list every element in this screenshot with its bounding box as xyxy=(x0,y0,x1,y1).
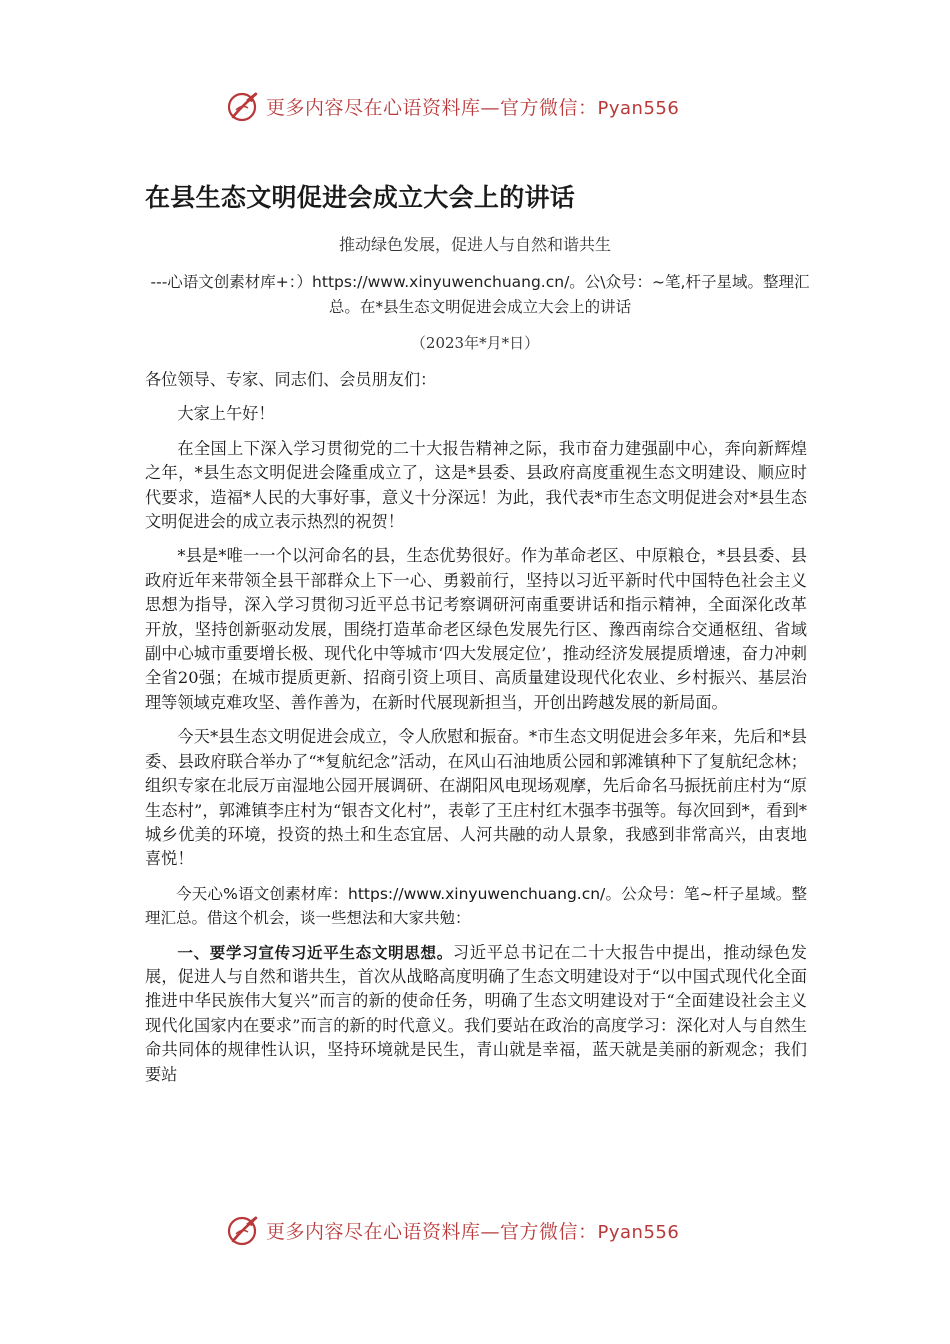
watermark-wechat-id: Pyan556 xyxy=(597,1222,680,1243)
paragraph-2: *县是*唯一一个以河命名的县，生态优势很好。作为革命老区、中原粮仓，*县县委、县政府近年来带领全县干部群众上下一心、勇毅前行，坚持以习近平新时代中国特色社会主义思想为指导，深入学习贯彻习近平总书记考察调研河南重要讲话和指示精神，全面深化改革开放，坚持创新驱动发展，围绕打造革命老区绿色发展先行区、豫西南综合交通枢纽、省域副中心城市重要增长极、现代化中等城市‘四大发展定位’，推动经济发展提质增速，奋力冲刺全省20强；在城市提质更新、招商引资上项目、高质量建设现代化农业、乡村振兴、基层治理等领域克难攻坚、善作善为，在新时代展现新担当，开创出跨越发展的新局面。 xyxy=(145,546,807,712)
paragraph-1: 在全国上下深入学习贯彻党的二十大报告精神之际，我市奋力建强副中心，奔向新辉煌之年，*县生态文明促进会隆重成立了，这是*县委、县政府高度重视生态文明建设、顺应时代要求，造福*人民的大事好事，意义十分深远！为此，我代表*市生态文明促进会对*县生态文明促进会的成立表示热烈的祝贺！ xyxy=(145,438,807,532)
paragraph-3: 今天*县生态文明促进会成立，令人欣慰和振奋。*市生态文明促进会多年来，先后和*县委、县政府联合举办了“*复航纪念”活动，在风山石油地质公园和郭滩镇种下了复航纪念林；组织专家在北辰万亩湿地公园开展调研、在湖阳风电现场观摩，先后命名马振抚前庄村为“原生态村”，郭滩镇李庄村为“银杏文化村”，表彰了王庄村红木强李书强等。每次回到*，看到*城乡优美的环境，投资的热土和生态宜居、人河共融的动人景象，我感到非常高兴，由衷地喜悦！ xyxy=(145,727,807,869)
watermark-label: 更多内容尽在心语资料库—官方微信： xyxy=(266,97,598,119)
paragraph-4: 今天心%语文创素材库：https://www.xinyuwenchuang.cn/。公众号：笔~杆子星域。整理汇总。借这个机会，谈一些想法和大家共勉： xyxy=(145,884,807,928)
section-1-heading: 一、要学习宣传习近平生态文明思想。 xyxy=(177,943,453,962)
source-note: ---心语文创素材库+：）https://www.xinyuwenchuang.cn/。公\众号：~笔,杆子星域。整理汇总。在*县生态文明促进会成立大会上的讲话 xyxy=(150,273,810,316)
watermark-wechat-id: Pyan556 xyxy=(597,98,680,119)
document-title: 在县生态文明促进会成立大会上的讲话 xyxy=(145,183,576,212)
pen-logo-icon xyxy=(226,1212,262,1248)
salutation: 各位领导、专家、同志们、会员朋友们： xyxy=(145,370,437,389)
pen-logo-icon xyxy=(226,88,262,124)
greeting: 大家上午好！ xyxy=(177,404,275,424)
document-subtitle: 推动绿色发展，促进人与自然和谐共生 xyxy=(338,235,611,254)
speech-date: （2023年*月*日） xyxy=(410,334,540,352)
watermark-label: 更多内容尽在心语资料库—官方微信： xyxy=(266,1221,598,1243)
document-body xyxy=(145,368,807,1087)
watermark-banner-bottom xyxy=(0,1210,950,1250)
watermark-text xyxy=(266,93,679,120)
watermark-banner-top xyxy=(0,86,950,126)
section-1-text: 习近平总书记在二十大报告中提出，推动绿色发展，促进人与自然和谐共生，首次从战略高度明确了生态文明建设对于“以中国式现代化全面推进中华民族伟大复兴”而言的新的使命任务，明确了生态文明建设对于“全面建设社会主义现代化国家内在要求”而言的新的时代意义。我们要站在政治的高度学习：深化对人与自然生命共同体的规律性认识，坚持环境就是民生，青山就是幸福，蓝天就是美丽的新观念；我们要站 xyxy=(145,942,807,1084)
watermark-text xyxy=(266,1217,679,1244)
section-1-paragraph xyxy=(145,941,807,1087)
